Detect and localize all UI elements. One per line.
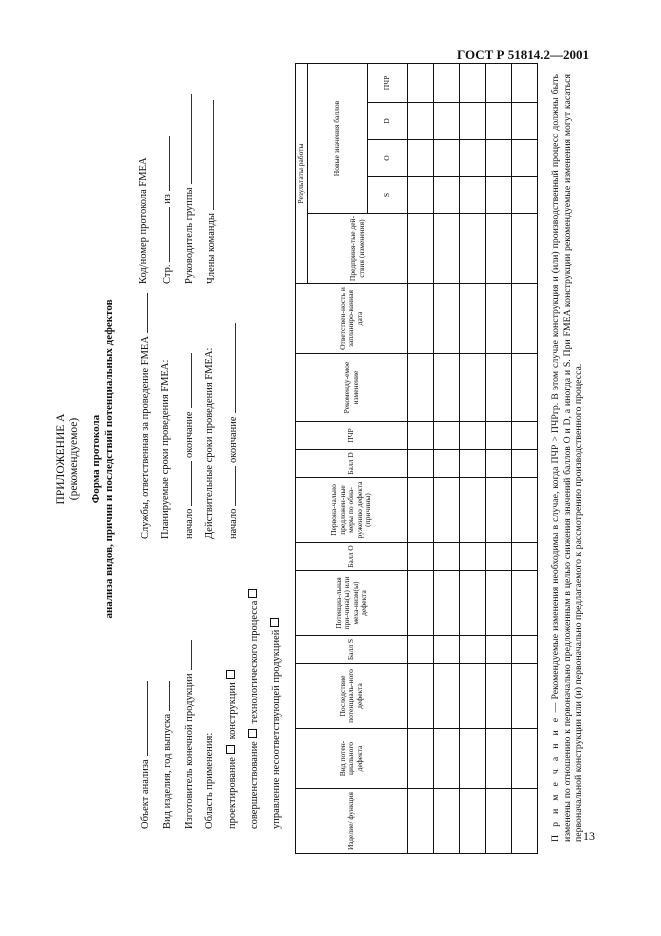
maker-label: Изготовитель конечной продукции xyxy=(184,673,195,829)
table-cell[interactable] xyxy=(408,214,434,284)
table-cell[interactable] xyxy=(486,571,512,636)
table-cell[interactable] xyxy=(486,63,512,102)
note-text: — Рекомендуемые изменения необходимы в случае, когда ПЧР > ПЧРгр. В этом случае конструкция и (или) производственный процесс должны быть изменены по отношению к первоначально предложенным в целью снижения значений баллов O и D, а иногда и S. При FMEA конструкции рекомендуемые изменения могут касаться первоначальной конструкции или (и) первоначально предлагаемого к рассмотрению производственного процесса. xyxy=(550,74,584,842)
design-label: проектирование xyxy=(227,757,238,829)
leader-blank[interactable] xyxy=(182,94,192,184)
table-cell[interactable] xyxy=(434,354,460,422)
leader-field xyxy=(182,94,195,284)
table-cell[interactable] xyxy=(434,103,460,140)
object-blank[interactable] xyxy=(138,681,148,756)
table-cell[interactable] xyxy=(512,422,538,450)
product-field xyxy=(160,681,173,829)
table-cell[interactable] xyxy=(434,214,460,284)
construction-checkbox[interactable] xyxy=(226,670,235,679)
form-title: Форма протокола xyxy=(90,414,102,504)
table-cell[interactable] xyxy=(512,789,538,854)
col-new-o: O xyxy=(368,140,408,177)
rotated-form-page xyxy=(50,64,610,854)
table-cell[interactable] xyxy=(486,422,512,450)
members-blank[interactable] xyxy=(204,100,214,210)
table-cell[interactable] xyxy=(434,63,460,102)
col-new-rpn: ПЧР xyxy=(368,63,408,102)
col-recommended: Рекоменду-емое изменение xyxy=(296,354,408,422)
actual-end-blank[interactable] xyxy=(226,323,236,413)
table-cell[interactable] xyxy=(460,543,486,571)
table-cell[interactable] xyxy=(434,140,460,177)
table-cell[interactable] xyxy=(460,729,486,789)
table-cell[interactable] xyxy=(434,664,460,729)
table-body xyxy=(408,63,538,853)
planned-end-blank[interactable] xyxy=(182,353,192,408)
table-row xyxy=(512,63,538,853)
col-consequence: Последствие потенциаль-ного дефекта xyxy=(296,664,408,729)
improve-checkbox[interactable] xyxy=(248,729,257,738)
table-cell[interactable] xyxy=(486,664,512,729)
area-label: Область применения: xyxy=(204,732,215,829)
of-blank[interactable] xyxy=(160,136,170,191)
table-cell[interactable] xyxy=(460,571,486,636)
table-cell[interactable] xyxy=(408,422,434,450)
table-cell[interactable] xyxy=(408,636,434,664)
table-row xyxy=(408,63,434,853)
col-defect-type: Вид потен-циального дефекта xyxy=(296,729,408,789)
table-cell[interactable] xyxy=(434,636,460,664)
table-cell[interactable] xyxy=(408,103,434,140)
appendix-status: (рекомендуемое) xyxy=(68,417,80,501)
table-cell[interactable] xyxy=(512,354,538,422)
table-cell[interactable] xyxy=(512,636,538,664)
construction-label: конструкции xyxy=(227,682,238,740)
table-cell[interactable] xyxy=(408,478,434,543)
table-cell[interactable] xyxy=(486,354,512,422)
table-cell[interactable] xyxy=(408,664,434,729)
col-detection: Первона-чально предложен-ные меры по обна-ружению дефекта (причины) xyxy=(296,478,408,543)
page-blank[interactable] xyxy=(160,207,170,262)
table-row xyxy=(460,63,486,853)
table-cell[interactable] xyxy=(512,664,538,729)
table-cell[interactable] xyxy=(512,284,538,354)
table-cell[interactable] xyxy=(434,284,460,354)
col-score-o: Балл O xyxy=(296,543,408,571)
col-new-scores: Новые значения баллов xyxy=(308,63,368,213)
col-score-d: Балл D xyxy=(296,450,408,478)
table-cell[interactable] xyxy=(486,177,512,214)
table-cell[interactable] xyxy=(512,140,538,177)
nonconform-label: управление несоответствующей продукцией xyxy=(271,629,282,829)
process-checkbox[interactable] xyxy=(248,589,257,598)
service-blank[interactable] xyxy=(138,293,148,333)
object-label: Объект анализа xyxy=(140,759,151,829)
appendix-title: ПРИЛОЖЕНИЕ А xyxy=(55,413,67,505)
of-label: из xyxy=(162,194,173,204)
improve-label: совершенствование xyxy=(249,741,260,829)
table-cell[interactable] xyxy=(460,450,486,478)
table-row xyxy=(486,63,512,853)
nonconform-row xyxy=(270,615,282,829)
table-cell[interactable] xyxy=(486,103,512,140)
col-new-s: S xyxy=(368,177,408,214)
col-new-d: D xyxy=(368,103,408,140)
table-cell[interactable] xyxy=(460,422,486,450)
table-cell[interactable] xyxy=(486,450,512,478)
actual-label: Действительные сроки проведения FMEA: xyxy=(204,347,215,539)
table-cell[interactable] xyxy=(408,789,434,854)
table-cell[interactable] xyxy=(460,789,486,854)
table-cell[interactable] xyxy=(486,284,512,354)
col-actions: Предприня-тые дей-ствия (изменения) xyxy=(308,214,408,284)
note xyxy=(550,74,585,842)
page-label: Стр. xyxy=(162,264,173,284)
fmea-table xyxy=(295,63,538,854)
table-cell[interactable] xyxy=(434,422,460,450)
table-cell[interactable] xyxy=(486,789,512,854)
members-field xyxy=(204,100,217,284)
table-cell[interactable] xyxy=(486,636,512,664)
table-cell[interactable] xyxy=(460,636,486,664)
table-cell[interactable] xyxy=(486,214,512,284)
actual-end-label: окончание xyxy=(228,416,239,463)
table-cell[interactable] xyxy=(408,729,434,789)
col-score-s: Балл S xyxy=(296,636,408,664)
process-label: технологического процесса xyxy=(249,600,260,724)
table-cell[interactable] xyxy=(434,789,460,854)
col-results: Результаты работы xyxy=(296,63,308,283)
service-label: Службы, ответственная за проведение FMEA xyxy=(140,336,151,539)
improve-row xyxy=(248,586,260,829)
table-cell[interactable] xyxy=(408,571,434,636)
table-cell[interactable] xyxy=(460,214,486,284)
planned-end-label: окончание xyxy=(184,411,195,458)
form-subtitle: анализа видов, причин и последствий потенциальных дефектов xyxy=(103,299,115,619)
actual-start-label: начало xyxy=(228,508,239,539)
page-number: 13 xyxy=(583,829,595,843)
actual-dates xyxy=(226,323,239,539)
product-blank[interactable] xyxy=(160,681,170,711)
leader-label: Руководитель группы xyxy=(184,187,195,284)
table-row xyxy=(434,63,460,853)
planned-label: Планируемые сроки проведения FMEA: xyxy=(160,359,171,539)
table-cell[interactable] xyxy=(408,284,434,354)
col-product: Изделие/ функция xyxy=(296,789,408,854)
table-cell[interactable] xyxy=(512,103,538,140)
table-cell[interactable] xyxy=(408,450,434,478)
design-checkbox[interactable] xyxy=(226,745,235,754)
table-cell[interactable] xyxy=(512,63,538,102)
table-cell[interactable] xyxy=(512,214,538,284)
design-row xyxy=(226,667,238,829)
table-cell[interactable] xyxy=(512,177,538,214)
table-cell[interactable] xyxy=(460,103,486,140)
table-cell[interactable] xyxy=(408,140,434,177)
members-label: Члены команды xyxy=(206,213,217,284)
table-cell[interactable] xyxy=(512,450,538,478)
planned-dates xyxy=(182,353,195,539)
table-cell[interactable] xyxy=(434,729,460,789)
planned-start-blank[interactable] xyxy=(182,461,192,506)
maker-field xyxy=(182,640,195,829)
product-label: Вид изделия, год выпуска xyxy=(162,713,173,829)
planned-start-label: начало xyxy=(184,508,195,539)
table-cell[interactable] xyxy=(434,177,460,214)
code-label: Код/номер протокола FMEA xyxy=(138,157,149,284)
col-cause: Потенциа-льная при-чина(ы) или меха-низм(ы) дефекта xyxy=(296,571,408,636)
actual-start-blank[interactable] xyxy=(226,466,236,506)
table-cell[interactable] xyxy=(512,729,538,789)
table-cell[interactable] xyxy=(486,543,512,571)
table-cell[interactable] xyxy=(408,177,434,214)
table-cell[interactable] xyxy=(512,571,538,636)
table-cell[interactable] xyxy=(460,177,486,214)
col-rpn: ПЧР xyxy=(296,422,408,450)
standard-header: ГОСТ Р 51814.2—2001 xyxy=(457,47,589,62)
table-cell[interactable] xyxy=(486,140,512,177)
page-field xyxy=(160,136,173,284)
table-cell[interactable] xyxy=(460,478,486,543)
table-cell[interactable] xyxy=(408,354,434,422)
table-cell[interactable] xyxy=(486,478,512,543)
table-cell[interactable] xyxy=(434,478,460,543)
table-cell[interactable] xyxy=(512,478,538,543)
maker-blank[interactable] xyxy=(182,640,192,670)
table-cell[interactable] xyxy=(460,140,486,177)
service-field xyxy=(138,293,151,539)
table-cell[interactable] xyxy=(460,354,486,422)
table-cell[interactable] xyxy=(512,543,538,571)
table-cell[interactable] xyxy=(434,450,460,478)
table-cell[interactable] xyxy=(460,63,486,102)
code-field xyxy=(138,157,149,284)
note-label: П р и м е ч а н и е xyxy=(550,715,561,842)
table-cell[interactable] xyxy=(460,284,486,354)
table-cell[interactable] xyxy=(434,571,460,636)
table-cell[interactable] xyxy=(408,63,434,102)
table-cell[interactable] xyxy=(408,543,434,571)
table-cell[interactable] xyxy=(460,664,486,729)
object-field xyxy=(138,681,151,829)
table-cell[interactable] xyxy=(434,543,460,571)
col-responsibility: Ответствен-ность и запланиро-ванная дата xyxy=(296,284,408,354)
nonconform-checkbox[interactable] xyxy=(270,618,279,627)
table-cell[interactable] xyxy=(486,729,512,789)
